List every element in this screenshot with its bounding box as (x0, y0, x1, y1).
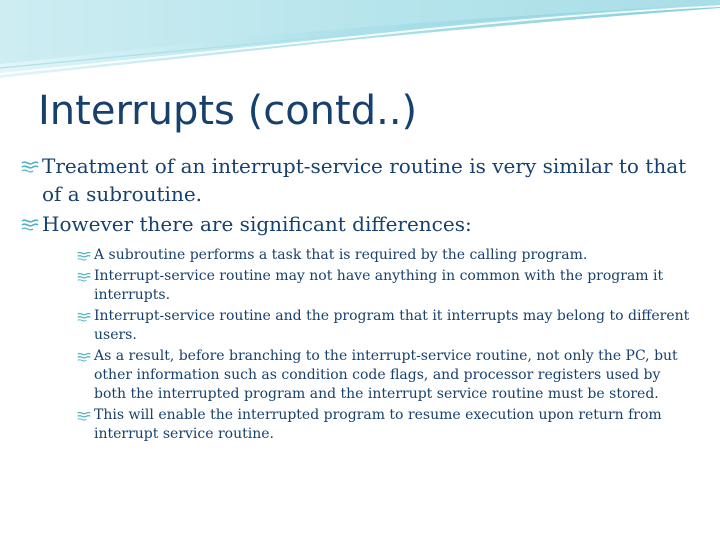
wave-bullet-icon (76, 311, 92, 322)
sub-bullet-text: Interrupt-service routine may not have anything in common with the program it interrupts. (94, 268, 664, 303)
wave-bullet-icon (76, 271, 92, 282)
sub-bullet-point (20, 246, 690, 265)
slide-content (20, 152, 690, 446)
bullet-point (20, 152, 690, 208)
wave-bullet-icon (76, 410, 92, 421)
sub-bullet-point (20, 347, 690, 404)
wave-bullet-icon (76, 351, 92, 362)
header-wave-decoration (0, 0, 720, 80)
wave-bullet-icon (20, 217, 40, 231)
sub-bullet-point (20, 406, 690, 444)
bullet-text: However there are significant differences: (42, 212, 472, 236)
bullet-text: Treatment of an interrupt-service routine is very similar to that of a subroutine. (42, 154, 687, 206)
sub-bullet-point (20, 267, 690, 305)
wave-bullet-icon (20, 159, 40, 173)
wave-bullet-icon (76, 250, 92, 261)
sub-bullet-text: This will enable the interrupted program to resume execution upon return from interrupt service routine. (94, 407, 662, 442)
sub-bullet-text: A subroutine performs a task that is required by the calling program. (94, 247, 588, 263)
sub-bullet-point (20, 307, 690, 345)
sub-bullet-text: Interrupt-service routine and the program that it interrupts may belong to different users. (94, 308, 690, 343)
bullet-point (20, 210, 690, 238)
sub-bullet-text: As a result, before branching to the interrupt-service routine, not only the PC, but other information such as condition code flags, and processor registers used by both the interrupted program and the interrupt service routine must be stored. (94, 348, 678, 402)
slide-title: Interrupts (contd..) (38, 88, 418, 134)
sub-bullet-list (20, 246, 690, 444)
